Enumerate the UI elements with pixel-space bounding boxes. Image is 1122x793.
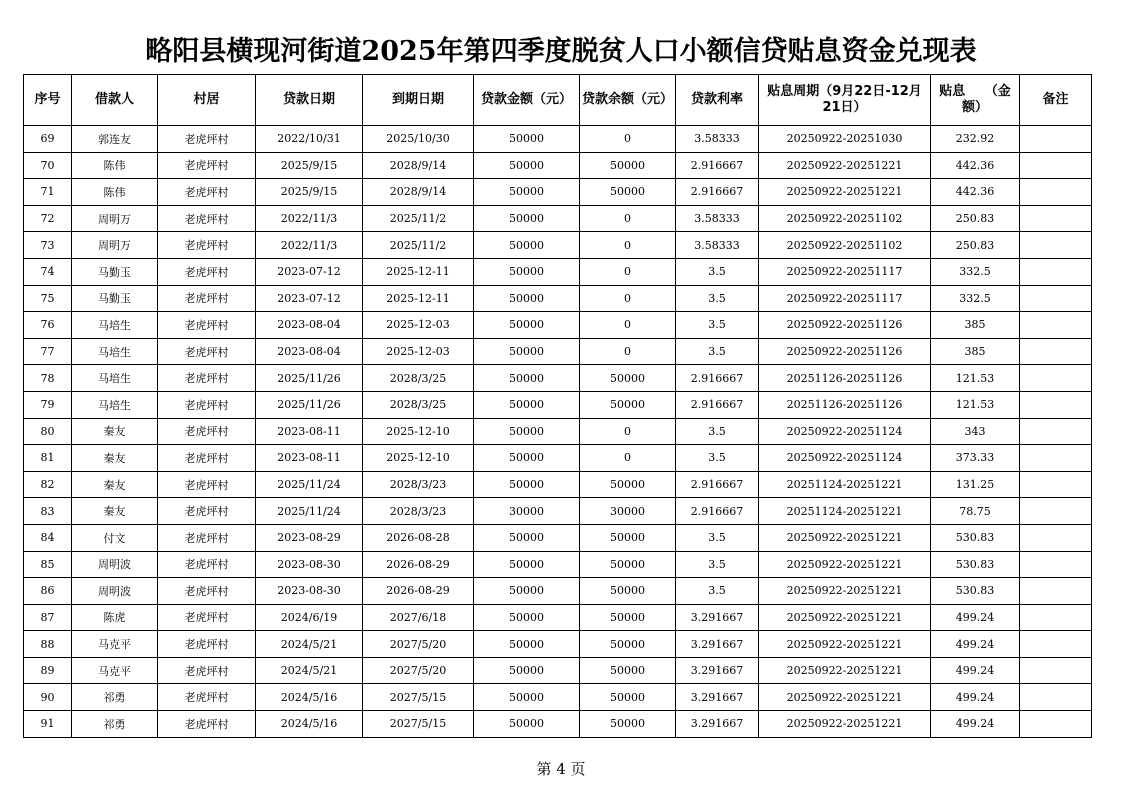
table-cell: 2026-08-28 <box>363 524 474 551</box>
table-cell <box>1020 498 1092 525</box>
column-header: 贷款日期 <box>256 75 363 126</box>
table-cell: 250.83 <box>931 232 1020 259</box>
table-cell: 50000 <box>474 285 580 312</box>
table-cell: 0 <box>580 285 676 312</box>
table-cell: 3.58333 <box>676 232 759 259</box>
table-cell <box>1020 391 1092 418</box>
table-cell: 2025-12-11 <box>363 258 474 285</box>
column-header: 贷款利率 <box>676 75 759 126</box>
table-cell: 20251124-20251221 <box>759 471 931 498</box>
subsidy-table <box>23 74 1092 738</box>
table-row <box>24 258 1092 285</box>
table-cell: 马培生 <box>72 365 158 392</box>
column-header: 到期日期 <box>363 75 474 126</box>
table-cell: 50000 <box>580 711 676 738</box>
column-header: 贴息 （金额） <box>931 75 1020 126</box>
table-cell: 50000 <box>580 471 676 498</box>
table-cell: 50000 <box>474 657 580 684</box>
table-cell: 90 <box>24 684 72 711</box>
table-cell: 老虎坪村 <box>158 471 256 498</box>
table-cell: 2022/10/31 <box>256 126 363 153</box>
table-cell: 50000 <box>474 604 580 631</box>
table-row <box>24 391 1092 418</box>
table-cell <box>1020 126 1092 153</box>
table-header-row <box>24 75 1092 126</box>
table-cell: 2025-12-10 <box>363 445 474 472</box>
table-cell: 20250922-20251221 <box>759 604 931 631</box>
table-row <box>24 684 1092 711</box>
table-cell <box>1020 205 1092 232</box>
table-cell: 77 <box>24 338 72 365</box>
table-cell: 83 <box>24 498 72 525</box>
table-cell: 76 <box>24 312 72 339</box>
page-title: 略阳县横现河街道2025年第四季度脱贫人口小额信贷贴息资金兑现表 <box>145 36 977 67</box>
table-cell: 3.291667 <box>676 711 759 738</box>
table-cell: 老虎坪村 <box>158 179 256 206</box>
table-cell: 2023-08-30 <box>256 578 363 605</box>
table-cell: 2025/11/26 <box>256 365 363 392</box>
table-row <box>24 631 1092 658</box>
table-cell: 马培生 <box>72 338 158 365</box>
table-cell: 50000 <box>474 524 580 551</box>
table-row <box>24 152 1092 179</box>
table-cell: 20250922-20251221 <box>759 551 931 578</box>
table-cell: 50000 <box>474 205 580 232</box>
table-cell: 499.24 <box>931 657 1020 684</box>
table-cell: 2026-08-29 <box>363 551 474 578</box>
table-cell: 86 <box>24 578 72 605</box>
table-cell: 232.92 <box>931 126 1020 153</box>
table-cell: 50000 <box>580 391 676 418</box>
table-cell: 2025/11/24 <box>256 471 363 498</box>
table-cell: 20250922-20251221 <box>759 711 931 738</box>
table-cell: 老虎坪村 <box>158 604 256 631</box>
table-cell: 499.24 <box>931 604 1020 631</box>
table-cell: 20250922-20251102 <box>759 232 931 259</box>
table-cell: 2.916667 <box>676 152 759 179</box>
table-cell: 0 <box>580 205 676 232</box>
table-cell: 3.5 <box>676 312 759 339</box>
table-cell: 2025/9/15 <box>256 152 363 179</box>
table-cell: 2024/5/21 <box>256 631 363 658</box>
table-cell: 530.83 <box>931 524 1020 551</box>
table-cell: 马培生 <box>72 312 158 339</box>
table-cell: 2025/11/26 <box>256 391 363 418</box>
table-cell: 442.36 <box>931 179 1020 206</box>
table-cell: 2025/10/30 <box>363 126 474 153</box>
table-cell: 20250922-20251030 <box>759 126 931 153</box>
table-cell: 2023-08-11 <box>256 418 363 445</box>
table-cell: 50000 <box>474 418 580 445</box>
table-cell: 385 <box>931 338 1020 365</box>
table-cell: 2023-08-04 <box>256 312 363 339</box>
table-cell: 2025-12-03 <box>363 312 474 339</box>
table-cell: 老虎坪村 <box>158 258 256 285</box>
table-cell: 2025/9/15 <box>256 179 363 206</box>
table-cell: 2027/5/15 <box>363 711 474 738</box>
table-cell: 87 <box>24 604 72 631</box>
table-cell: 2024/5/16 <box>256 684 363 711</box>
table-cell: 0 <box>580 126 676 153</box>
table-cell: 周明万 <box>72 205 158 232</box>
table-cell: 马勤玉 <box>72 285 158 312</box>
table-cell: 50000 <box>474 126 580 153</box>
table-cell: 332.5 <box>931 258 1020 285</box>
table-cell: 121.53 <box>931 365 1020 392</box>
table-cell: 20250922-20251221 <box>759 524 931 551</box>
table-cell <box>1020 365 1092 392</box>
table-row <box>24 445 1092 472</box>
table-cell: 老虎坪村 <box>158 578 256 605</box>
table-cell: 2028/9/14 <box>363 152 474 179</box>
table-cell: 2027/5/15 <box>363 684 474 711</box>
table-cell: 2025/11/24 <box>256 498 363 525</box>
table-row <box>24 205 1092 232</box>
table-cell: 周明万 <box>72 232 158 259</box>
table-cell: 老虎坪村 <box>158 232 256 259</box>
table-cell: 20251126-20251126 <box>759 365 931 392</box>
column-header: 贷款余额（元） <box>580 75 676 126</box>
table-cell: 20251124-20251221 <box>759 498 931 525</box>
table-cell: 陈虎 <box>72 604 158 631</box>
page-number: 第 4 页 <box>536 760 586 778</box>
table-cell: 20250922-20251221 <box>759 179 931 206</box>
table-cell: 老虎坪村 <box>158 684 256 711</box>
table-cell <box>1020 285 1092 312</box>
table-cell: 20250922-20251117 <box>759 258 931 285</box>
table-cell: 2028/3/25 <box>363 391 474 418</box>
table-cell: 老虎坪村 <box>158 445 256 472</box>
table-cell: 2027/6/18 <box>363 604 474 631</box>
table-cell: 老虎坪村 <box>158 498 256 525</box>
table-cell: 2027/5/20 <box>363 657 474 684</box>
table-cell: 530.83 <box>931 578 1020 605</box>
table-cell: 50000 <box>474 551 580 578</box>
table-cell: 0 <box>580 232 676 259</box>
table-cell: 82 <box>24 471 72 498</box>
table-cell: 50000 <box>580 524 676 551</box>
table-cell: 3.5 <box>676 551 759 578</box>
table-cell: 250.83 <box>931 205 1020 232</box>
table-cell <box>1020 338 1092 365</box>
table-cell: 老虎坪村 <box>158 418 256 445</box>
table-cell: 20250922-20251124 <box>759 445 931 472</box>
table-cell: 郭连友 <box>72 126 158 153</box>
table-cell: 20250922-20251221 <box>759 631 931 658</box>
table-cell: 50000 <box>474 365 580 392</box>
table-cell: 0 <box>580 445 676 472</box>
table-cell: 332.5 <box>931 285 1020 312</box>
table-cell: 秦友 <box>72 471 158 498</box>
table-cell: 老虎坪村 <box>158 391 256 418</box>
table-cell: 老虎坪村 <box>158 524 256 551</box>
table-cell: 20250922-20251102 <box>759 205 931 232</box>
table-cell: 84 <box>24 524 72 551</box>
table-cell: 祁勇 <box>72 711 158 738</box>
table-cell: 0 <box>580 258 676 285</box>
table-cell: 50000 <box>474 578 580 605</box>
table-cell <box>1020 179 1092 206</box>
table-cell: 343 <box>931 418 1020 445</box>
table-cell: 78.75 <box>931 498 1020 525</box>
table-cell: 20251126-20251126 <box>759 391 931 418</box>
table-cell: 老虎坪村 <box>158 205 256 232</box>
table-cell: 2025/11/2 <box>363 232 474 259</box>
table-row <box>24 126 1092 153</box>
table-cell: 73 <box>24 232 72 259</box>
table-cell: 3.5 <box>676 338 759 365</box>
table-cell: 385 <box>931 312 1020 339</box>
table-cell: 2028/3/23 <box>363 498 474 525</box>
table-row <box>24 338 1092 365</box>
table-cell: 50000 <box>474 711 580 738</box>
table-cell: 20250922-20251221 <box>759 578 931 605</box>
table-cell <box>1020 657 1092 684</box>
table-cell: 30000 <box>474 498 580 525</box>
table-cell: 周明波 <box>72 578 158 605</box>
table-row <box>24 657 1092 684</box>
table-cell: 20250922-20251221 <box>759 152 931 179</box>
table-cell <box>1020 471 1092 498</box>
table-cell: 50000 <box>580 657 676 684</box>
table-cell: 2026-08-29 <box>363 578 474 605</box>
table-row <box>24 551 1092 578</box>
table-cell: 2024/5/21 <box>256 657 363 684</box>
table-cell: 2028/3/23 <box>363 471 474 498</box>
table-cell: 2023-08-30 <box>256 551 363 578</box>
table-cell: 50000 <box>474 338 580 365</box>
table-cell: 3.5 <box>676 524 759 551</box>
table-cell: 0 <box>580 312 676 339</box>
table-cell: 72 <box>24 205 72 232</box>
table-cell: 20250922-20251126 <box>759 312 931 339</box>
column-header: 借款人 <box>72 75 158 126</box>
table-cell: 3.5 <box>676 578 759 605</box>
table-cell: 3.5 <box>676 285 759 312</box>
table-cell: 3.58333 <box>676 126 759 153</box>
table-row <box>24 285 1092 312</box>
table-cell: 老虎坪村 <box>158 657 256 684</box>
table-cell: 50000 <box>474 684 580 711</box>
table-cell: 2.916667 <box>676 471 759 498</box>
table-row <box>24 365 1092 392</box>
table-row <box>24 418 1092 445</box>
table-cell <box>1020 684 1092 711</box>
table-cell <box>1020 258 1092 285</box>
table-cell <box>1020 604 1092 631</box>
column-header: 贷款金额（元） <box>474 75 580 126</box>
column-header: 贴息周期（9月22日-12月21日） <box>759 75 931 126</box>
table-cell: 78 <box>24 365 72 392</box>
table-cell: 2.916667 <box>676 179 759 206</box>
table-cell: 0 <box>580 418 676 445</box>
table-row <box>24 312 1092 339</box>
table-cell: 周明波 <box>72 551 158 578</box>
table-cell: 75 <box>24 285 72 312</box>
table-cell: 20250922-20251221 <box>759 657 931 684</box>
table-cell: 2025-12-03 <box>363 338 474 365</box>
table-cell: 30000 <box>580 498 676 525</box>
table-row <box>24 578 1092 605</box>
table-cell: 88 <box>24 631 72 658</box>
table-cell: 499.24 <box>931 684 1020 711</box>
table-cell: 81 <box>24 445 72 472</box>
table-cell: 50000 <box>474 471 580 498</box>
table-cell: 老虎坪村 <box>158 152 256 179</box>
table-cell: 3.291667 <box>676 604 759 631</box>
table-cell <box>1020 524 1092 551</box>
table-cell: 20250922-20251126 <box>759 338 931 365</box>
column-header: 村居 <box>158 75 256 126</box>
table-cell: 50000 <box>474 312 580 339</box>
table-cell: 马克平 <box>72 631 158 658</box>
table-body <box>24 126 1092 738</box>
table-cell: 老虎坪村 <box>158 126 256 153</box>
table-cell <box>1020 445 1092 472</box>
table-cell: 85 <box>24 551 72 578</box>
table-cell: 50000 <box>580 179 676 206</box>
table-cell: 秦友 <box>72 418 158 445</box>
table-cell: 50000 <box>580 365 676 392</box>
table-cell: 530.83 <box>931 551 1020 578</box>
table-cell: 2028/9/14 <box>363 179 474 206</box>
table-cell: 老虎坪村 <box>158 711 256 738</box>
table-cell: 79 <box>24 391 72 418</box>
table-cell <box>1020 152 1092 179</box>
table-cell: 3.58333 <box>676 205 759 232</box>
table-cell: 2027/5/20 <box>363 631 474 658</box>
table-cell: 121.53 <box>931 391 1020 418</box>
table-cell <box>1020 578 1092 605</box>
table-cell: 2025-12-11 <box>363 285 474 312</box>
table-cell: 马克平 <box>72 657 158 684</box>
table-cell: 499.24 <box>931 631 1020 658</box>
table-cell: 50000 <box>474 391 580 418</box>
table-row <box>24 711 1092 738</box>
table-cell: 付文 <box>72 524 158 551</box>
table-cell: 老虎坪村 <box>158 551 256 578</box>
table-cell: 74 <box>24 258 72 285</box>
table-cell: 50000 <box>580 551 676 578</box>
table-cell: 50000 <box>474 445 580 472</box>
table-cell: 2025-12-10 <box>363 418 474 445</box>
table-cell: 50000 <box>474 232 580 259</box>
table-cell: 80 <box>24 418 72 445</box>
table-cell: 2023-07-12 <box>256 258 363 285</box>
table-cell <box>1020 631 1092 658</box>
table-cell: 50000 <box>580 152 676 179</box>
table-row <box>24 498 1092 525</box>
table-cell: 20250922-20251124 <box>759 418 931 445</box>
table-cell: 3.5 <box>676 418 759 445</box>
table-cell <box>1020 551 1092 578</box>
table-cell: 2028/3/25 <box>363 365 474 392</box>
table-cell: 2023-08-11 <box>256 445 363 472</box>
table-cell: 2.916667 <box>676 391 759 418</box>
table-row <box>24 179 1092 206</box>
table-cell <box>1020 312 1092 339</box>
table-cell: 499.24 <box>931 711 1020 738</box>
table-cell: 70 <box>24 152 72 179</box>
table-cell: 老虎坪村 <box>158 285 256 312</box>
table-cell: 0 <box>580 338 676 365</box>
table-cell: 祁勇 <box>72 684 158 711</box>
table-cell: 2022/11/3 <box>256 232 363 259</box>
table-cell: 373.33 <box>931 445 1020 472</box>
table-cell: 442.36 <box>931 152 1020 179</box>
table-cell: 3.291667 <box>676 684 759 711</box>
table-cell <box>1020 232 1092 259</box>
table-cell <box>1020 418 1092 445</box>
table-cell: 71 <box>24 179 72 206</box>
table-row <box>24 232 1092 259</box>
table-cell <box>1020 711 1092 738</box>
table-cell: 2022/11/3 <box>256 205 363 232</box>
table-cell: 50000 <box>580 604 676 631</box>
table-cell: 50000 <box>474 152 580 179</box>
table-cell: 3.5 <box>676 258 759 285</box>
table-cell: 50000 <box>580 578 676 605</box>
table-cell: 3.291667 <box>676 631 759 658</box>
table-cell: 50000 <box>474 631 580 658</box>
table-cell: 50000 <box>474 179 580 206</box>
table-cell: 陈伟 <box>72 179 158 206</box>
table-cell: 69 <box>24 126 72 153</box>
table-cell: 3.291667 <box>676 657 759 684</box>
table-row <box>24 524 1092 551</box>
table-row <box>24 604 1092 631</box>
table-cell: 2024/6/19 <box>256 604 363 631</box>
table-cell: 20250922-20251117 <box>759 285 931 312</box>
table-cell: 91 <box>24 711 72 738</box>
table-row <box>24 471 1092 498</box>
table-cell: 马勤玉 <box>72 258 158 285</box>
table-cell: 陈伟 <box>72 152 158 179</box>
table-cell: 2023-07-12 <box>256 285 363 312</box>
table-cell: 老虎坪村 <box>158 338 256 365</box>
table-cell: 老虎坪村 <box>158 312 256 339</box>
table-cell: 50000 <box>580 631 676 658</box>
table-cell: 老虎坪村 <box>158 365 256 392</box>
table-cell: 2023-08-04 <box>256 338 363 365</box>
table-cell: 2023-08-29 <box>256 524 363 551</box>
table-cell: 秦友 <box>72 445 158 472</box>
table-cell: 20250922-20251221 <box>759 684 931 711</box>
table-cell: 2024/5/16 <box>256 711 363 738</box>
table-cell: 2.916667 <box>676 365 759 392</box>
column-header: 序号 <box>24 75 72 126</box>
table-cell: 马培生 <box>72 391 158 418</box>
table-cell: 50000 <box>474 258 580 285</box>
column-header: 备注 <box>1020 75 1092 126</box>
table-cell: 2025/11/2 <box>363 205 474 232</box>
table-cell: 老虎坪村 <box>158 631 256 658</box>
table-cell: 89 <box>24 657 72 684</box>
table-cell: 131.25 <box>931 471 1020 498</box>
table-cell: 50000 <box>580 684 676 711</box>
table-cell: 3.5 <box>676 445 759 472</box>
table-cell: 秦友 <box>72 498 158 525</box>
table-cell: 2.916667 <box>676 498 759 525</box>
